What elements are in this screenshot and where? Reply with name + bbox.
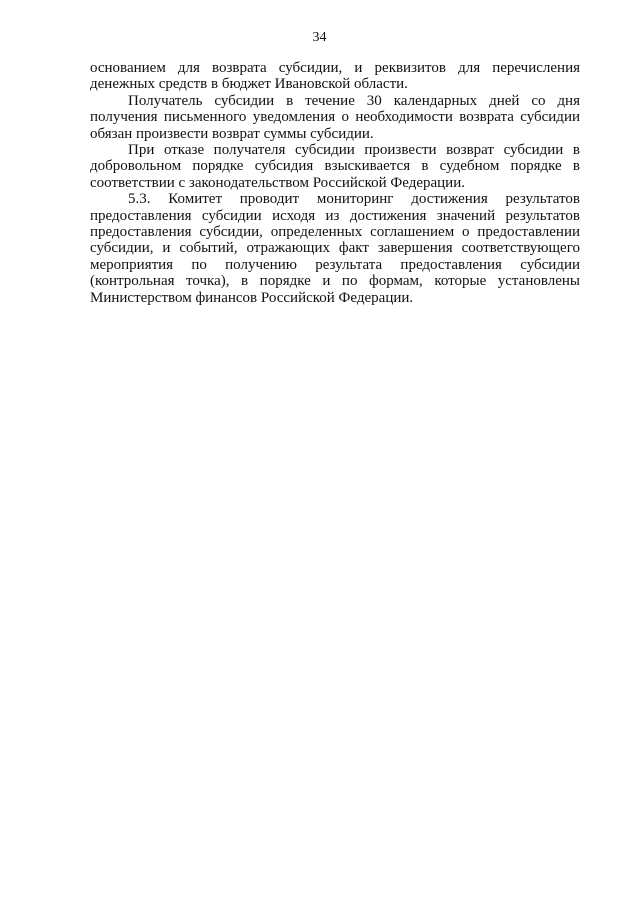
document-body: [90, 60, 580, 306]
page-number: 34: [312, 30, 327, 45]
paragraph-refusal-enforcement: При отказе получателя субсидии произвести возврат субсидии в добровольном порядке субсидия взыскивается в судебном порядке в соответствии с законодательством Российской Федерации.: [90, 142, 580, 191]
paragraph-section-5-3: 5.3. Комитет проводит мониторинг достижения результатов предоставления субсидии исходя из достижения значений результатов предоставления субсидии, определенных соглашением о предоставлении субсидии, и событий, отражающих факт завершения соответствующего мероприятия по получению результата предоставления субсидии (контрольная точка), в порядке и по формам, которые установлены Министерством финансов Российской Федерации.: [90, 191, 580, 306]
paragraph-refund-obligation: Получатель субсидии в течение 30 календарных дней со дня получения письменного уведомления о необходимости возврата субсидии обязан произвести возврат суммы субсидии.: [90, 92, 580, 142]
paragraph-continuation: основанием для возврата субсидии, и реквизитов для перечисления денежных средств в бюджет Ивановской области.: [90, 60, 580, 93]
